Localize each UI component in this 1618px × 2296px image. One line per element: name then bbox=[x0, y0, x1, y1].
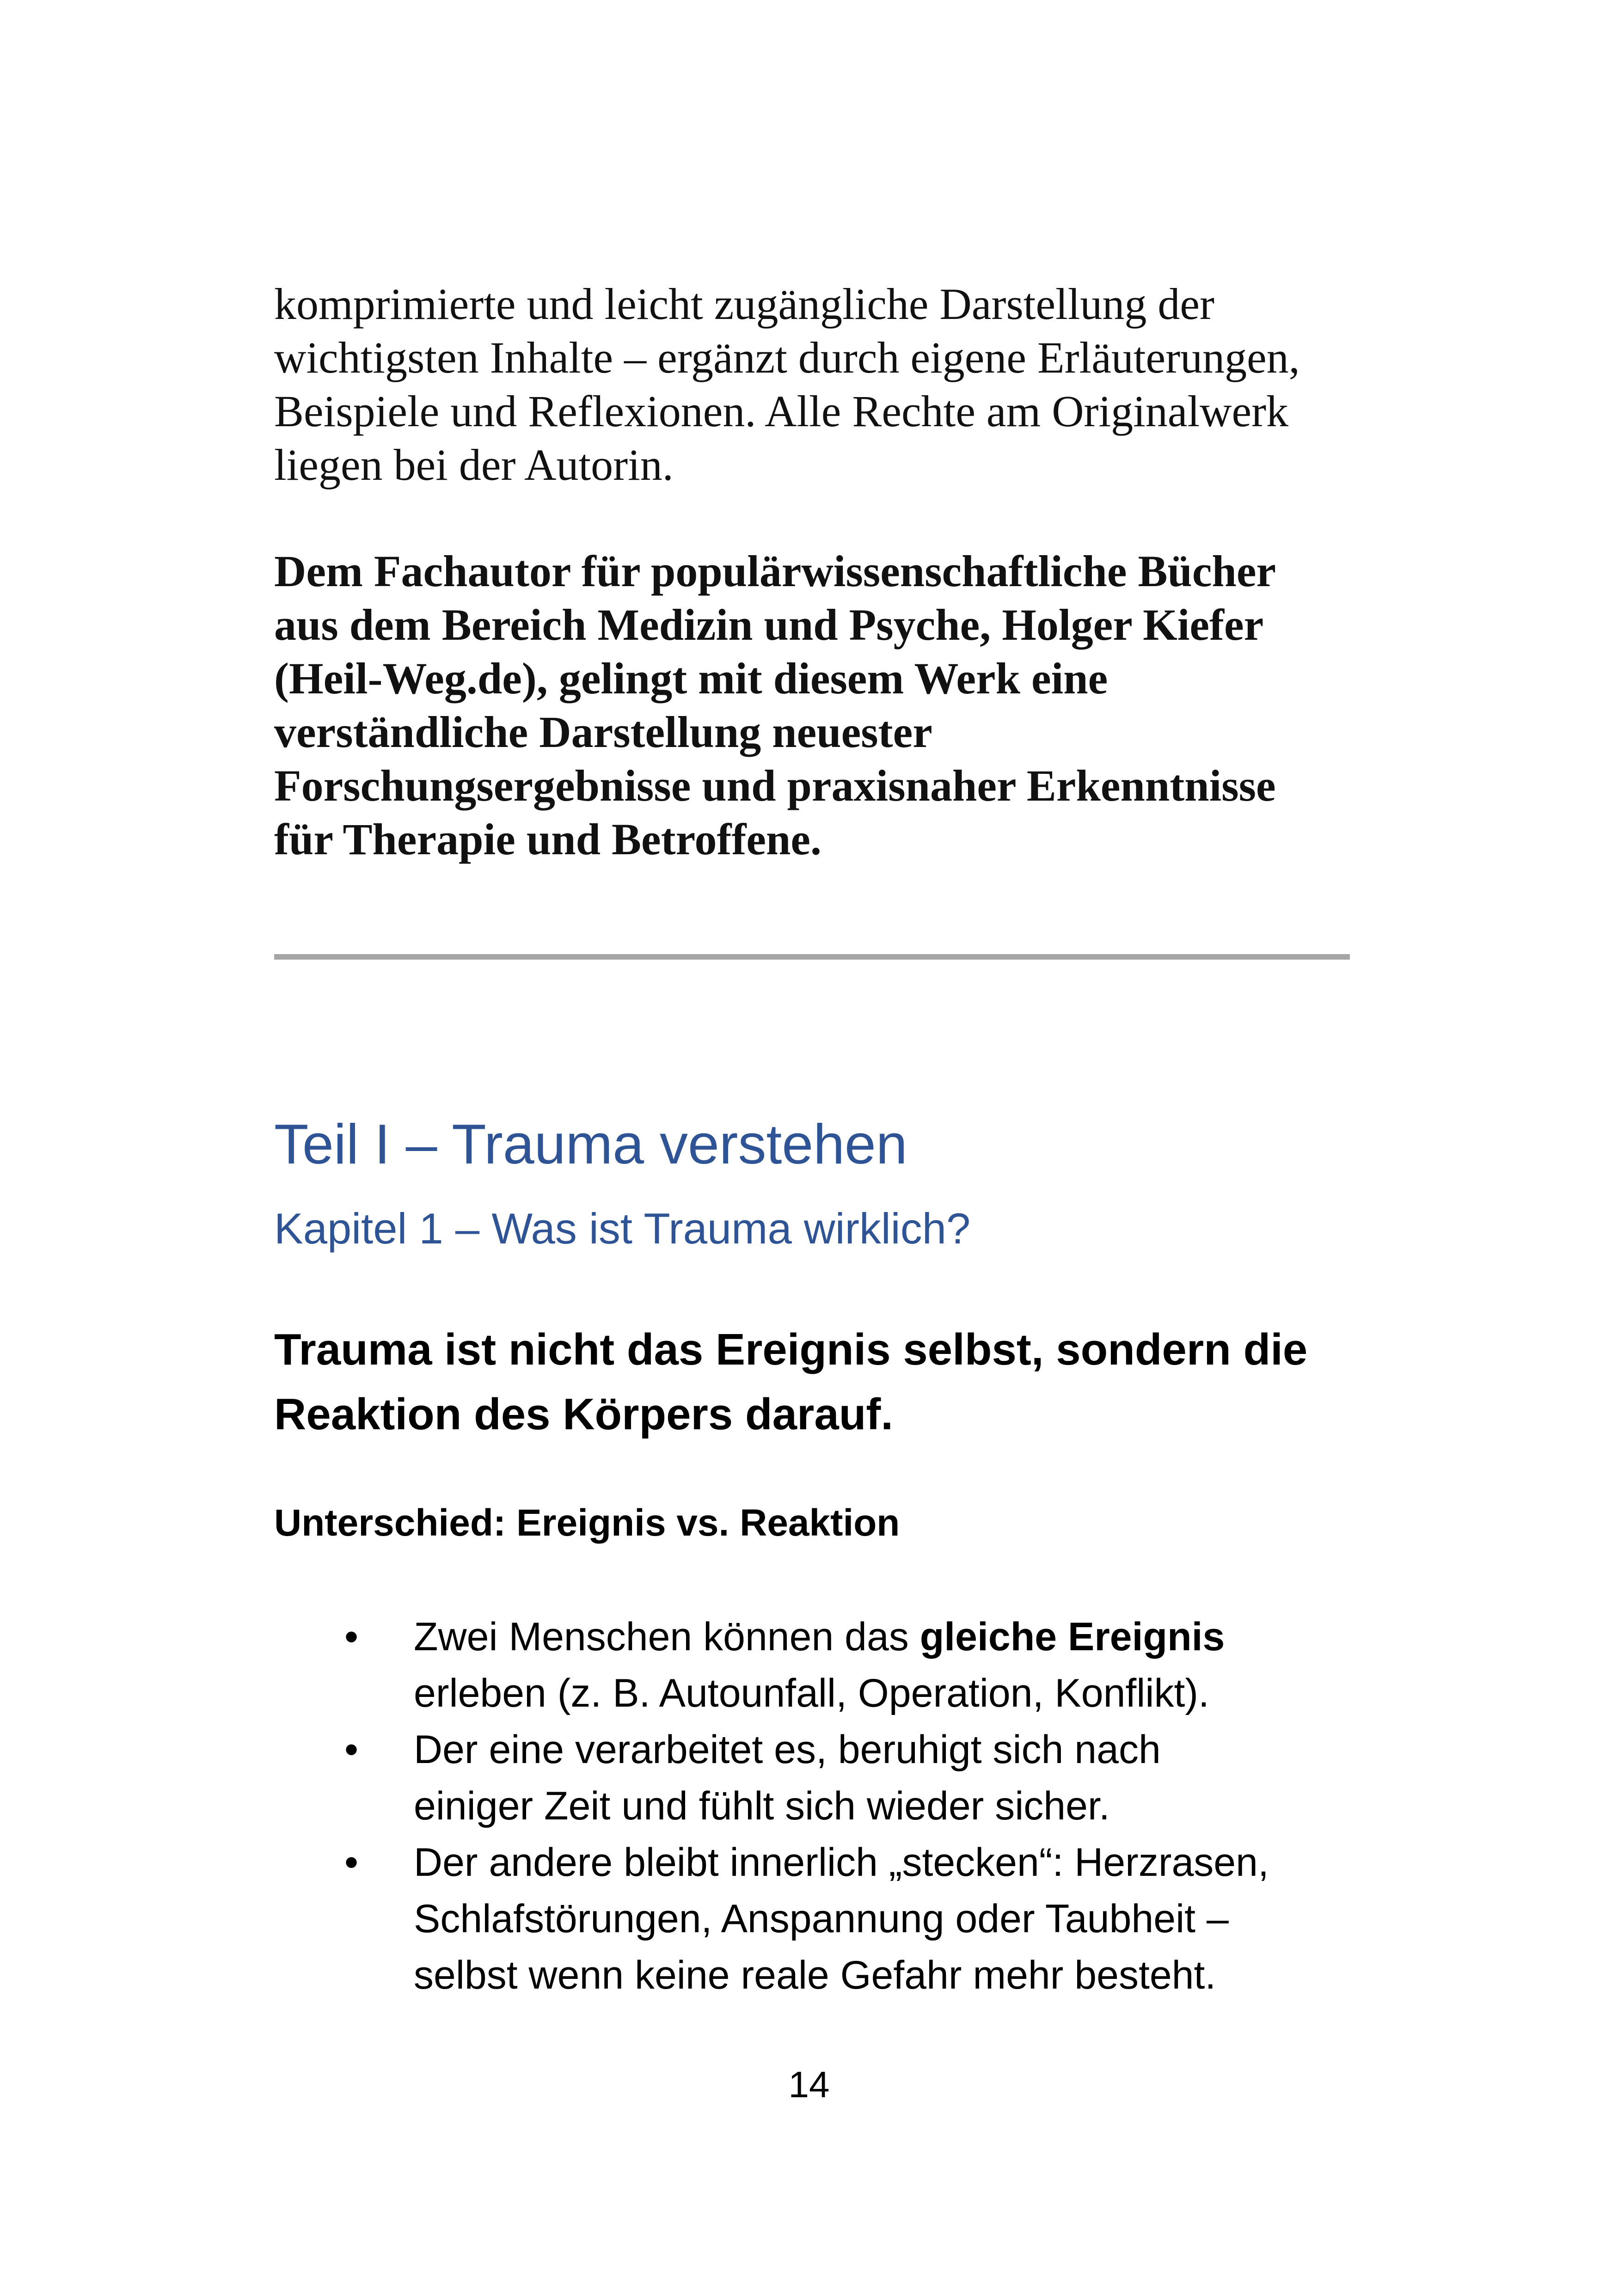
intro-line: wichtigsten Inhalte – ergänzt durch eigene Erläuterungen, bbox=[274, 333, 1300, 382]
author-note-line: Forschungsergebnisse und praxisnaher Erkenntnisse bbox=[274, 761, 1276, 810]
bullet-icon: • bbox=[344, 1615, 359, 1659]
list-item bbox=[274, 1609, 1384, 1721]
lead-line: Reaktion des Körpers darauf. bbox=[274, 1390, 894, 1439]
page-number: 14 bbox=[788, 2064, 830, 2105]
chapter-title: Kapitel 1 – Was ist Trauma wirklich? bbox=[274, 1204, 971, 1253]
intro-line: liegen bei der Autorin. bbox=[274, 440, 674, 490]
section-subheading: Unterschied: Ereignis vs. Reaktion bbox=[274, 1502, 900, 1544]
intro-paragraph bbox=[274, 277, 1356, 492]
author-note-line: aus dem Bereich Medizin und Psyche, Holger Kiefer bbox=[274, 600, 1264, 649]
author-note-line: für Therapie und Betroffene. bbox=[274, 814, 822, 864]
bullet-emphasis: gleiche Ereignis bbox=[919, 1615, 1225, 1659]
bullet-icon: • bbox=[344, 1840, 359, 1885]
list-item bbox=[274, 1721, 1384, 1834]
author-note-line: Dem Fachautor für populärwissenschaftliche Bücher bbox=[274, 546, 1276, 596]
bullet-text: Der andere bleibt innerlich „stecken“: Herzrasen, bbox=[414, 1840, 1269, 1885]
bullet-text: Zwei Menschen können das bbox=[414, 1615, 920, 1659]
part-title: Teil I – Trauma verstehen bbox=[274, 1113, 907, 1176]
bullet-text: Schlafstörungen, Anspannung oder Taubheit – bbox=[414, 1897, 1229, 1941]
list-item bbox=[274, 1834, 1384, 2003]
author-note-paragraph bbox=[274, 545, 1356, 866]
lead-line: Trauma ist nicht das Ereignis selbst, sondern die bbox=[274, 1325, 1308, 1374]
author-note-line: (Heil-Weg.de), gelingt mit diesem Werk eine bbox=[274, 654, 1108, 703]
author-note-line: verständliche Darstellung neuester bbox=[274, 707, 932, 757]
bullet-icon: • bbox=[344, 1727, 359, 1772]
bullet-text: einiger Zeit und fühlt sich wieder sicher. bbox=[414, 1784, 1110, 1828]
horizontal-divider bbox=[274, 954, 1350, 960]
bullet-text: Der eine verarbeitet es, beruhigt sich nach bbox=[414, 1727, 1161, 1772]
bullet-text: selbst wenn keine reale Gefahr mehr besteht. bbox=[414, 1953, 1216, 1997]
intro-line: Beispiele und Reflexionen. Alle Rechte am Originalwerk bbox=[274, 386, 1289, 436]
lead-statement bbox=[274, 1317, 1365, 1447]
intro-line: komprimierte und leicht zugängliche Darstellung der bbox=[274, 279, 1214, 329]
bullet-text: erleben (z. B. Autounfall, Operation, Konflikt). bbox=[414, 1671, 1209, 1715]
bullet-list bbox=[274, 1609, 1384, 2003]
